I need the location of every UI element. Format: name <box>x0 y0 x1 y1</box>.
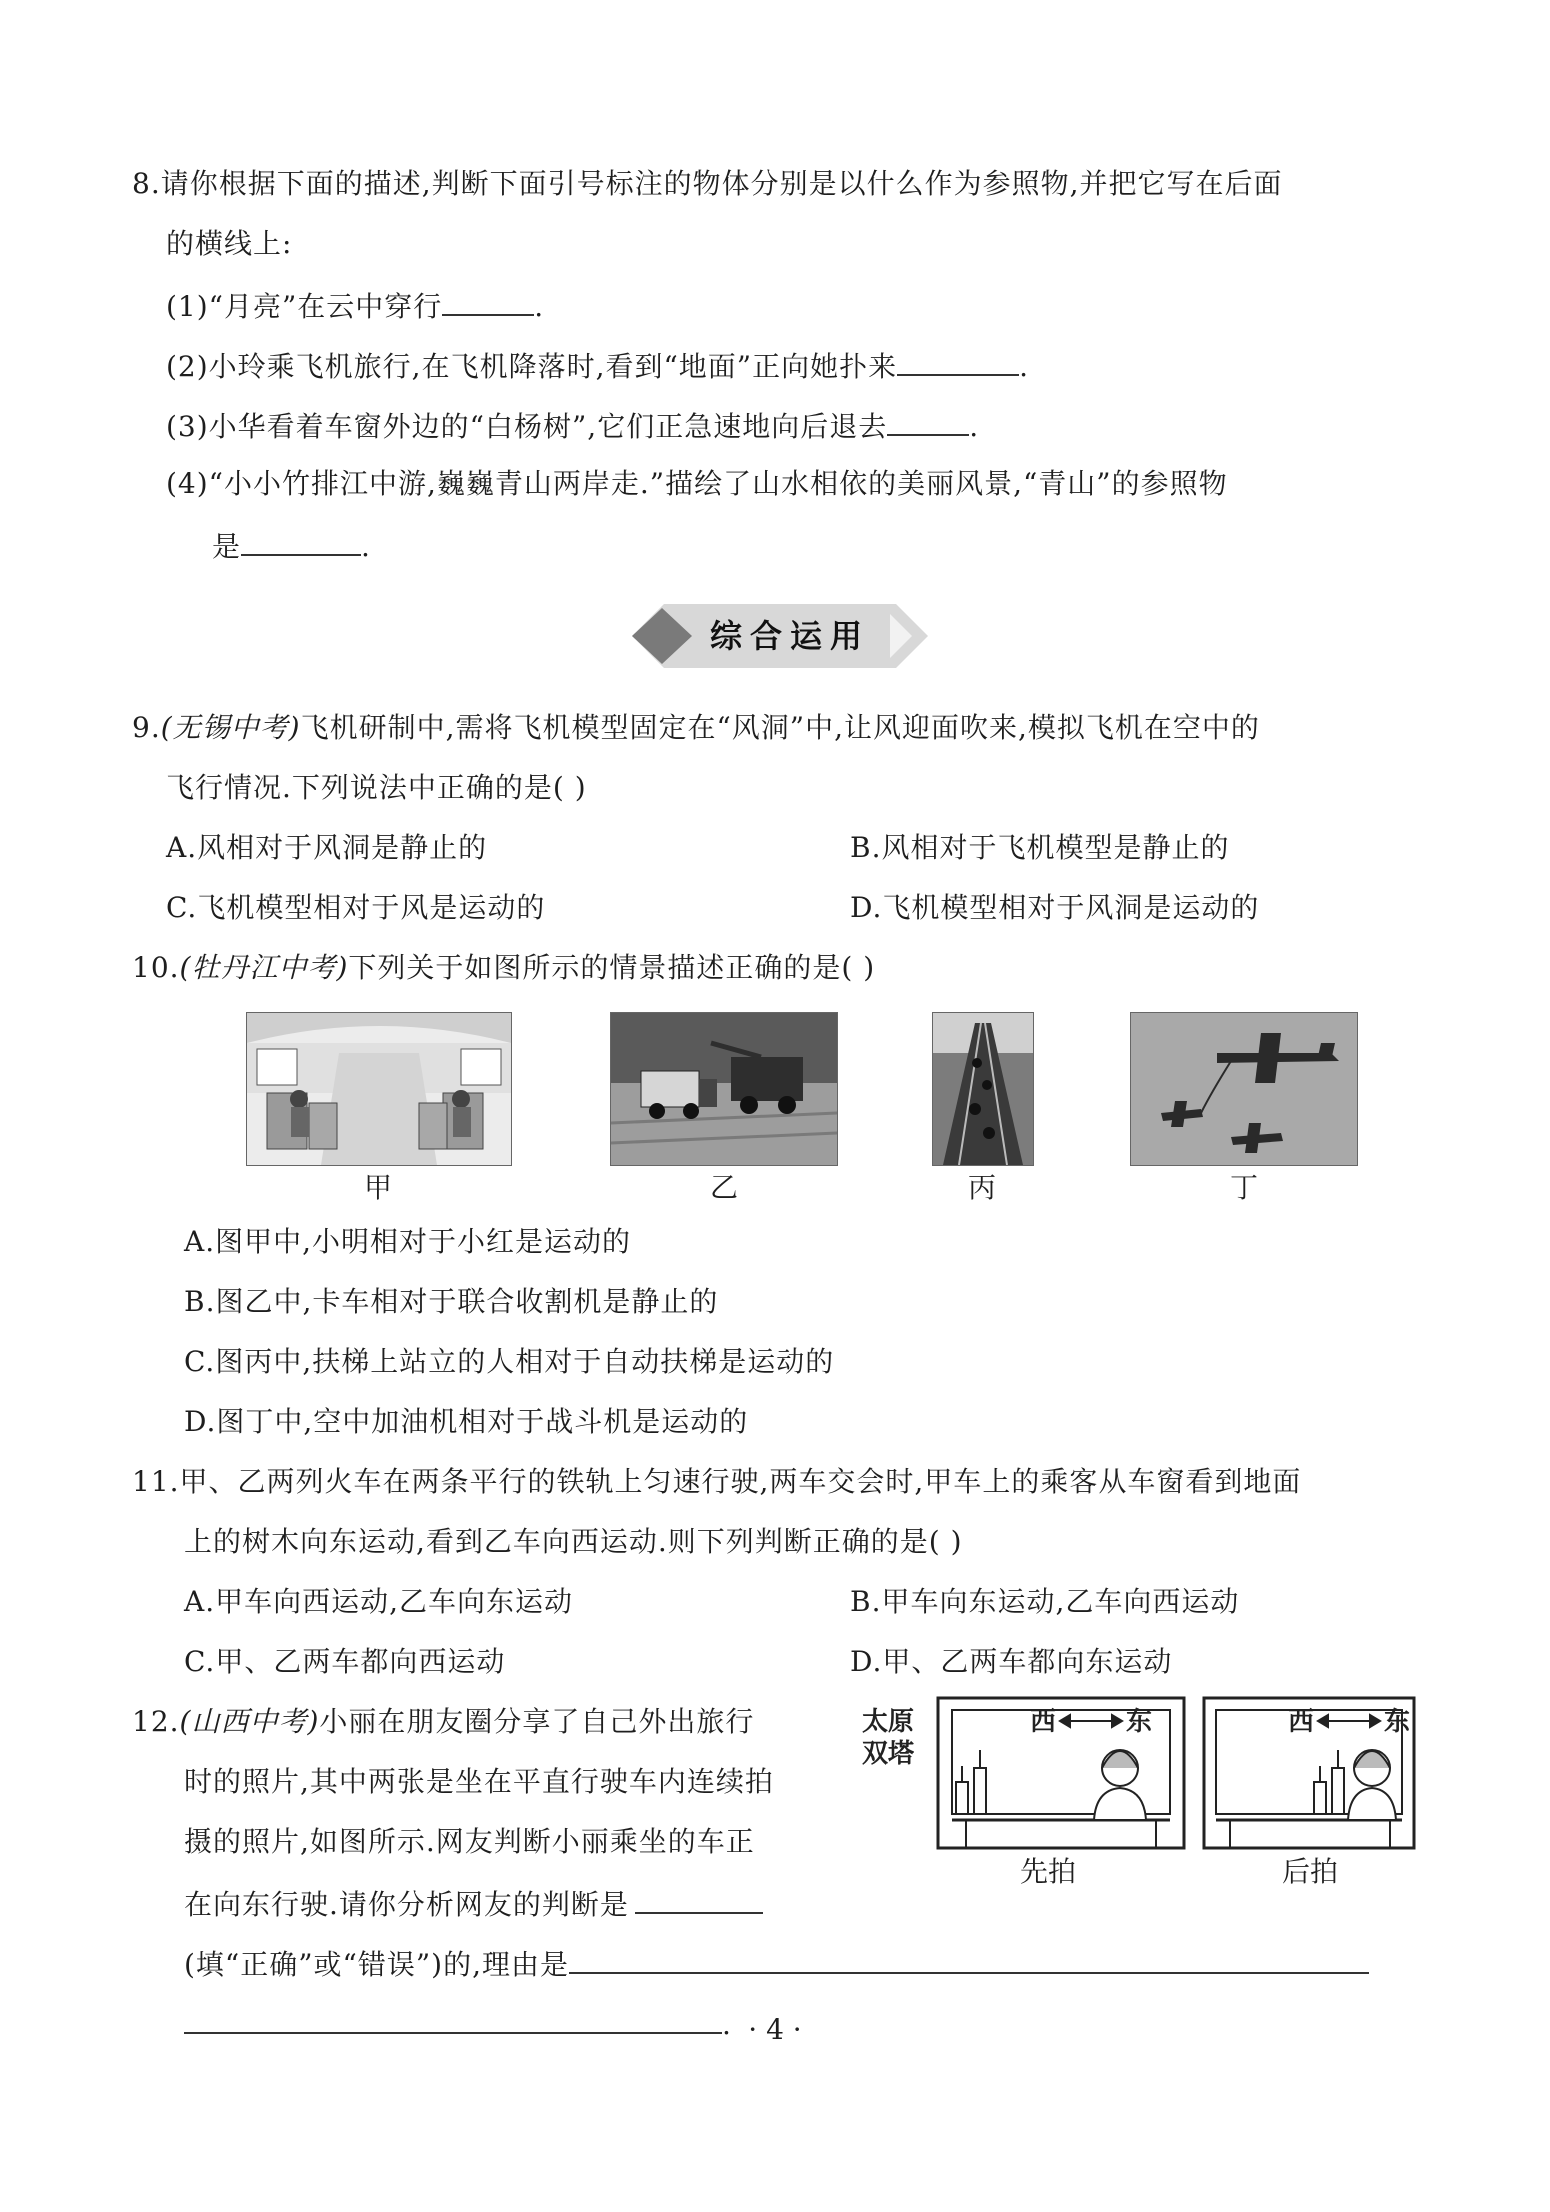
q8-part2-text: (2)小玲乘飞机旅行,在飞机降落时,看到“地面”正向她扑来 <box>166 350 898 383</box>
q9-stem-line2: 飞行情况.下列说法中正确的是( ) <box>166 771 587 804</box>
q10-stem-text: 下列关于如图所示的情景描述正确的是( ) <box>348 951 876 984</box>
q8-part1-end: . <box>534 290 545 323</box>
q10-option-d[interactable]: D.图丁中,空中加油机相对于战斗机是运动的 <box>184 1405 749 1438</box>
q8-part3-end: . <box>969 410 980 443</box>
q12-number: 12. <box>132 1705 180 1738</box>
q10-image-escalator <box>932 1012 1034 1166</box>
q12-reason-blank-1[interactable] <box>569 1942 1369 1974</box>
q8-part4-line2 <box>212 524 371 567</box>
q8-part4-text: 是 <box>212 530 242 563</box>
q8-stem-line1: 8.请你根据下面的描述,判断下面引号标注的物体分别是以什么作为参照物,并把它写在后面 <box>132 167 1283 200</box>
q10-image-harvester <box>610 1012 838 1166</box>
q9-option-b[interactable]: B.风相对于飞机模型是静止的 <box>850 831 1230 864</box>
section-title: 综合运用 <box>709 617 870 655</box>
q8-part1-blank[interactable] <box>442 284 534 316</box>
q10-image-train-interior <box>246 1012 512 1166</box>
q8-part4-line1: (4)“小小竹排江中游,巍巍青山两岸走.”描绘了山水相依的美丽风景,“青山”的参照物 <box>166 467 1228 500</box>
q8-part4-blank[interactable] <box>241 524 361 556</box>
q10-option-c[interactable]: C.图丙中,扶梯上站立的人相对于自动扶梯是运动的 <box>184 1345 835 1378</box>
q8-stem-line2: 的横线上: <box>166 227 293 260</box>
q10-option-a[interactable]: A.图甲中,小明相对于小红是运动的 <box>184 1225 632 1258</box>
q8-part4-end: . <box>361 530 371 563</box>
q12-figure-later <box>1202 1694 1418 1854</box>
q8-part1-text: (1)“月亮”在云中穿行 <box>166 290 443 323</box>
q8-part3-blank[interactable] <box>887 404 969 436</box>
q12-caption-later: 后拍 <box>1281 1855 1338 1888</box>
west-label: 西 <box>1030 1707 1057 1737</box>
q10-source: (牡丹江中考) <box>179 951 349 984</box>
east-label: 东 <box>1384 1707 1411 1737</box>
q12-stem-line2: 时的照片,其中两张是坐在平直行驶车内连续拍 <box>184 1765 774 1798</box>
q12-judgement-blank[interactable] <box>635 1882 763 1914</box>
q8-part2 <box>166 344 1029 387</box>
landmark-label-line2: 双塔 <box>862 1739 915 1769</box>
q12-stem-line4 <box>184 1882 763 1925</box>
west-label: 西 <box>1288 1707 1315 1737</box>
q12-stem-text: 小丽在朋友圈分享了自己外出旅行 <box>319 1705 755 1738</box>
q8-part2-end: . <box>1019 350 1030 383</box>
q11-stem-line2: 上的树木向东运动,看到乙车向西运动.则下列判断正确的是( ) <box>184 1525 963 1558</box>
q9-option-c[interactable]: C.飞机模型相对于风是运动的 <box>166 891 546 924</box>
q12-stem-line6 <box>184 2002 732 2045</box>
q11-stem-line1: 11.甲、乙两列火车在两条平行的铁轨上匀速行驶,两车交会时,甲车上的乘客从车窗看到地面 <box>132 1465 1302 1498</box>
q9-option-d[interactable]: D.飞机模型相对于风洞是运动的 <box>850 891 1260 924</box>
q9-stem-line1 <box>132 708 1260 748</box>
q10-number: 10. <box>132 951 180 984</box>
q12-stem5-text: (填“正确”或“错误”)的,理由是 <box>184 1948 570 1981</box>
q12-caption-first: 先拍 <box>1019 1855 1076 1888</box>
q10-caption-jia: 甲 <box>363 1171 392 1204</box>
q11-option-c[interactable]: C.甲、乙两车都向西运动 <box>184 1645 506 1678</box>
q12-end: . <box>722 2008 732 2041</box>
q10-image-aerial-refueling <box>1130 1012 1358 1166</box>
q12-reason-blank-2[interactable] <box>184 2002 722 2034</box>
q12-stem4-text: 在向东行驶.请你分析网友的判断是 <box>184 1888 629 1921</box>
q12-stem-line1 <box>132 1702 754 1742</box>
page-number: · 4 · <box>748 2013 802 2046</box>
q12-stem-line5 <box>184 1942 1369 1985</box>
q9-stem-text: 飞机研制中,需将飞机模型固定在“风洞”中,让风迎面吹来,模拟飞机在空中的 <box>300 711 1260 744</box>
q8-part3 <box>166 404 979 447</box>
q12-source: (山西中考) <box>179 1705 320 1738</box>
q8-part1 <box>166 284 544 327</box>
q11-option-b[interactable]: B.甲车向东运动,乙车向西运动 <box>850 1585 1240 1618</box>
q9-option-a[interactable]: A.风相对于风洞是静止的 <box>166 831 488 864</box>
q10-caption-bing: 丙 <box>967 1171 996 1204</box>
landmark-label-line1: 太原 <box>862 1707 915 1737</box>
q12-stem-line3: 摄的照片,如图所示.网友判断小丽乘坐的车正 <box>184 1825 755 1858</box>
q10-caption-ding: 丁 <box>1229 1171 1258 1204</box>
q10-option-b[interactable]: B.图乙中,卡车相对于联合收割机是静止的 <box>184 1285 719 1318</box>
q8-part2-blank[interactable] <box>897 344 1019 376</box>
q9-source: (无锡中考) <box>160 711 301 744</box>
q9-number: 9. <box>132 711 161 744</box>
q8-part3-text: (3)小华看着车窗外边的“白杨树”,它们正急速地向后退去 <box>166 410 888 443</box>
q11-option-a[interactable]: A.甲车向西运动,乙车向东运动 <box>184 1585 574 1618</box>
q11-option-d[interactable]: D.甲、乙两车都向东运动 <box>850 1645 1173 1678</box>
east-label: 东 <box>1126 1707 1153 1737</box>
q10-caption-yi: 乙 <box>709 1171 738 1204</box>
q10-stem <box>132 948 875 988</box>
